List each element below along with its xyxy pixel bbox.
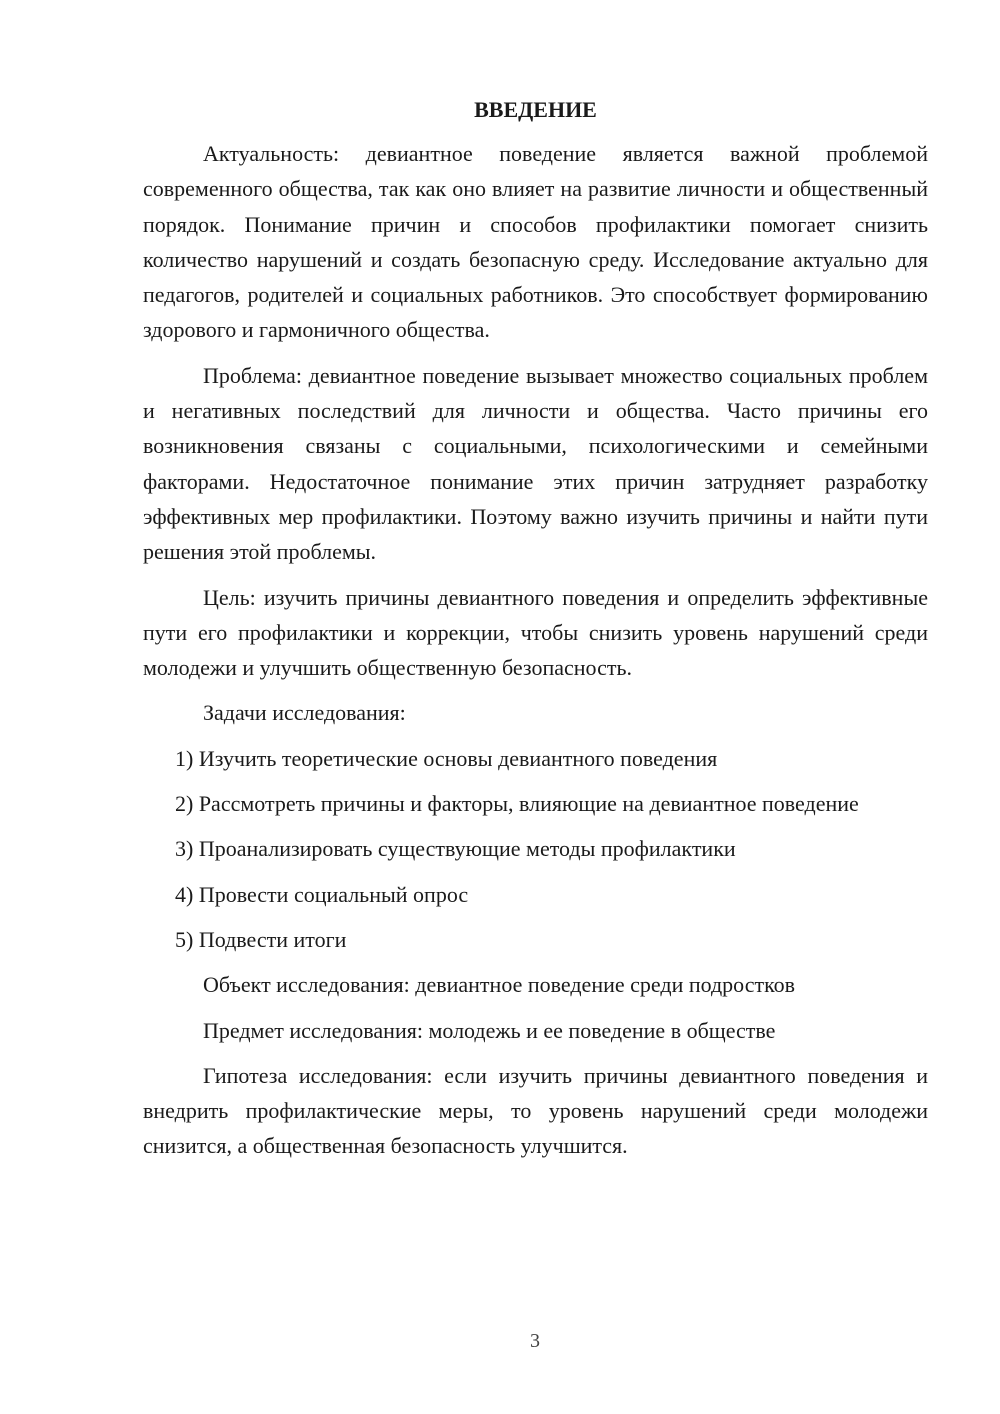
tasks-heading: Задачи исследования:: [203, 700, 406, 726]
task-item-5: 5) Подвести итоги: [175, 926, 347, 952]
task-item-4: 4) Провести социальный опрос: [175, 881, 469, 907]
task-item-1: 1) Изучить теоретические основы девиантного поведения: [175, 745, 718, 771]
page-number: 3: [530, 1330, 540, 1352]
goal-paragraph: Цель: изучить причины девиантного поведения и определить эффективные пути его профилактики и коррекции, чтобы снизить уровень нарушений среди молодежи и улучшить общественную безопасность.: [143, 584, 928, 681]
task-item-2: 2) Рассмотреть причины и факторы, влияющие на девиантное поведение: [175, 791, 859, 817]
page-content: [143, 92, 928, 1174]
page-title: ВВЕДЕНИЕ: [474, 97, 597, 122]
problem-paragraph: Проблема: девиантное поведение вызывает множество социальных проблем и негативных последствий для личности и общества. Часто причины его возникновения связаны с социальными, психологическими и семейными факторами. Недостаточное понимание этих причин затрудняет разработку эффективных мер профилактики. Поэтому важно изучить причины и найти пути решения этой проблемы.: [143, 362, 928, 565]
relevance-paragraph: Актуальность: девиантное поведение является важной проблемой современного общества, так как оно влияет на развитие личности и общественный порядок. Понимание причин и способов профилактики помогает снизить количество нарушений и создать безопасную среду. Исследование актуально для педагогов, родителей и социальных работников. Это способствует формированию здорового и гармоничного общества.: [143, 141, 928, 343]
research-hypothesis: Гипотеза исследования: если изучить причины девиантного поведения и внедрить профилактические меры, то уровень нарушений среди молодежи снизится, а общественная безопасность улучшится.: [143, 1062, 928, 1159]
research-subject: Предмет исследования: молодежь и ее поведение в обществе: [203, 1017, 776, 1043]
research-object: Объект исследования: девиантное поведение среди подростков: [203, 972, 796, 998]
task-item-3: 3) Проанализировать существующие методы профилактики: [175, 836, 736, 862]
